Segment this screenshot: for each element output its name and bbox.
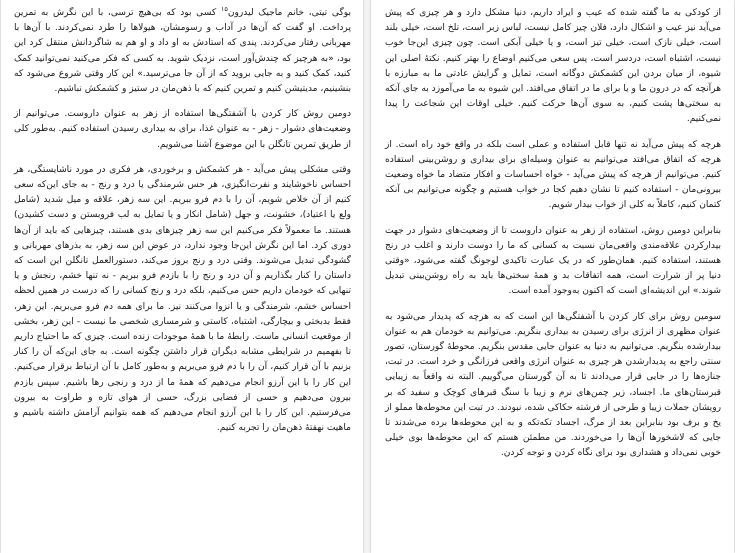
right-paragraph-3: بنابراین دومین روش، استفاده از زهر به عنوان داروست تا از وضعیت‌های دشوار در جهت بیدارکردن علاقه‌مندی واقعی‌مان نسبت به کسانی که ما را دوست دارند و اغلب در رنج هستند، استفاده کنیم. همان‌طور که در یک عبارت تاکیدی لوجونگ گفته می‌شود، «وقتی دنیا پر از شرارت است، همه اتفاقات بد و همهٔ سختی‌ها باید به راه روشن‌بینی تبدیل شوند.» این اندیشه‌ای است که اکنون به‌وجود آمده است. <box>385 225 721 297</box>
left-paragraph-1-text-a: بوگی تیتی، خانم ماجیک لیدرون <box>227 8 351 18</box>
right-paragraph-2: هرچه که پیش می‌آید نه تنها قابل استفاده و عملی است بلکه در واقع خود راه است. از هرچه که اتفاق می‌افتد می‌توانیم به عنوان وسیله‌ای برای بیداری و روشن‌بینی استفاده کنیم. می‌توانیم از هرچه که پیش می‌آید - خواه احساسات و افکار متضاد ما خواه وضعیت بیرونی‌مان - استفاده کنیم تا نشان دهیم کجا در خواب هستیم و چگونه می‌توانیم بی آنکه کتمان کنیم، کاملاً به کلی از خواب بیدار شویم. <box>385 139 721 211</box>
left-paragraph-1 <box>14 6 351 97</box>
right-page <box>371 0 734 553</box>
left-page <box>1 0 363 553</box>
left-paragraph-3: وقتی مشکلی پیش می‌آید - هر کشمکش و برخوردی، هر فکری در مورد ناشایستگی، هر احساس ناخوشایند و نفرت‌انگیزی، هر حس شرمندگی یا درد و رنج - به جای این‌که سعی کنیم از آن خلاص شویم، آن را با دم فرو ببریم. این سه زهر، علاقه و میل شدید (شامل ولع یا اعتیاد)، خشونت، و جهل (شامل انکار و یا تمایل به لب فروبستن و دست کشیدن) هستند. ما معمولاً فکر می‌کنیم این سه زهر چیزهای بدی هستند، چیزهایی که باید از آن‌ها دوری کرد. اما این نگرش این‌جا وجود ندارد، در عوض این سه زهر، به بذرهای مهربانی و گشودگی تبدیل می‌شوند. وقتی درد و رنج بروز می‌کند، دستورالعمل تانگلن این است که داستان را کنار بگذاریم و آن درد و رنج را با بازدم فرو ببریم - نه تنها خشم، رنجش و یا تنهایی که خودمان داریم حس می‌کنیم، بلکه درد و رنج کسانی را که درست در همین لحظه احساس خشم، شرمندگی و یا انزوا می‌کنند نیز. ما برای همه دم فرو می‌بریم. این زهر، فقط بدبختی و بیچارگی، اشتباه، کاستی و شرمساری شخصی ما نیست - این زهر، بخشی از موقعیت انسانی ماست. رابطهٔ ما با همهٔ موجودات زنده است. چیزی که ما احتیاج داریم تا بفهمیم در شرایطی مشابه دیگران قرار داشتن چگونه است. به جای این‌که آن را کنار بزنیم با آن قرار کنیم، آن را با دم فرو می‌بریم و به‌طور کامل با آن ارتباط برقرار می‌کنیم. این کار را با این آرزو انجام می‌دهیم که همهٔ ما از درد و رنجی رها باشیم. سپس بازدم بیرون می‌دهیم و حسی از فضایی بزرگ، حسی از هوای تازه و طراوت به بیرون می‌فرستیم. این کار را با این آرزو انجام می‌دهیم که همه بتوانیم آرامش داشته باشیم و ماهیت نهفتهٔ ذهن‌مان را تجربه کنیم. <box>14 164 351 434</box>
left-paragraph-2: دومین روش کار کردن با آشفتگی‌ها استفاده از زهر به عنوان داروست. می‌توانیم از وضعیت‌های دشوار - زهر - به عنوان غذا، برای به بیداری رسیدن استفاده کنیم. به‌طور کلی از طریق تمرین تانگلن با این موضوع آشنا می‌شویم. <box>14 109 351 150</box>
left-paragraph-1-text-b: کسی بود که بی‌هیچ ترسی، با این نگرش به تمرین پرداخت. او گفت که آن‌ها در آداب و رسومشان، هیولاها را طرد نمی‌کردند. با آن‌ها با مهربانی رفتار می‌کردند. پندی که استادش به او داد و او هم به شاگردانش منتقل کرد این بود، «به هرچیز که چندش‌آور است، نزدیک شوید. به کسی که فکر می‌کنید نمی‌توانید کمک کنید، کمک کنید و به جایی بروید که از آن جا می‌ترسید.» این کار وقتی شروع می‌شود که بنشینیم، مدیتیشن کنیم و تمرین کنیم که با ذهن‌مان در ستیز و کشمکش نباشیم. <box>14 8 351 95</box>
footnote-marker[interactable]: ۱۵ <box>220 4 228 13</box>
right-paragraph-4: سومین روش برای کار کردن با آشفتگی‌ها این است که به هرچه که پدیدار می‌شود به عنوان مظهری از انرژی برای رسیدن به بیداری بنگریم. می‌توانیم به خودمان هم به عنوان بیدارشده بنگریم. می‌توانیم به دنیا به عنوان جایی مقدس بنگریم. محوطهٔ گورستان، تصور سنتی راجع به پدیدارشدن هر چیزی به عنوان انرژی واقعی فرزانگی و خرد است. در تبت، جنازه‌ها را در جایی قرار می‌دادند تا به آن گورستان می‌گوییم. البته نه واقعاً به زیبایی قبرستان‌های ما. اجساد، زیر چمن‌های نرم و زیبا با سنگ قبرهای کوچک و سفید که بر رویشان جملات زیبا و طرحی از فرشته حکاکی شده، نبودند. در تبت این محوطه‌ها مملو از یخ و برف بود بنابراین بعد از مرگ، اجساد تکه‌تکه و به این محوطه‌ها برده می‌شدند تا جایی که لاشخورها آن‌ها را می‌خوردند. من مطمئن هستم که این محوطه‌ها بوی خیلی خوبی نمی‌داد و هشداری بود برای نگاه کردن و توجه کردن. <box>385 311 721 459</box>
right-paragraph-1: از کودکی به ما گفته شده که عیب و ایراد داریم، دنیا مشکل دارد و هر چیزی که پیش می‌آید نیز عیب و اشکال دارد، فلان چیز کامل نیست، لباس زبر است، تلخ است، خیلی بلند است، خیلی نازک است، خیلی تیز است، و یا خیلی آبکی است. چون چیزی این‌جا خوب نیست، اشتباه است، دردسر است، پس سعی می‌کنیم اوضاع را بهتر کنیم. نکتهٔ اصلی این شیوه، از میان بردن این کشمکش دوگانه است، تمایل و گرایش عادتی ما به مبارزه با هرآنچه که در درون ما و یا برای ما در اتفاق می‌افتد. این شیوه به ما می‌آموزد به جای آنکه به سختی‌ها پشت کنیم، به سوی آن‌ها حرکت کنیم. خیلی اوقات این شجاعت را پیدا نمی‌کنیم. <box>385 8 721 125</box>
